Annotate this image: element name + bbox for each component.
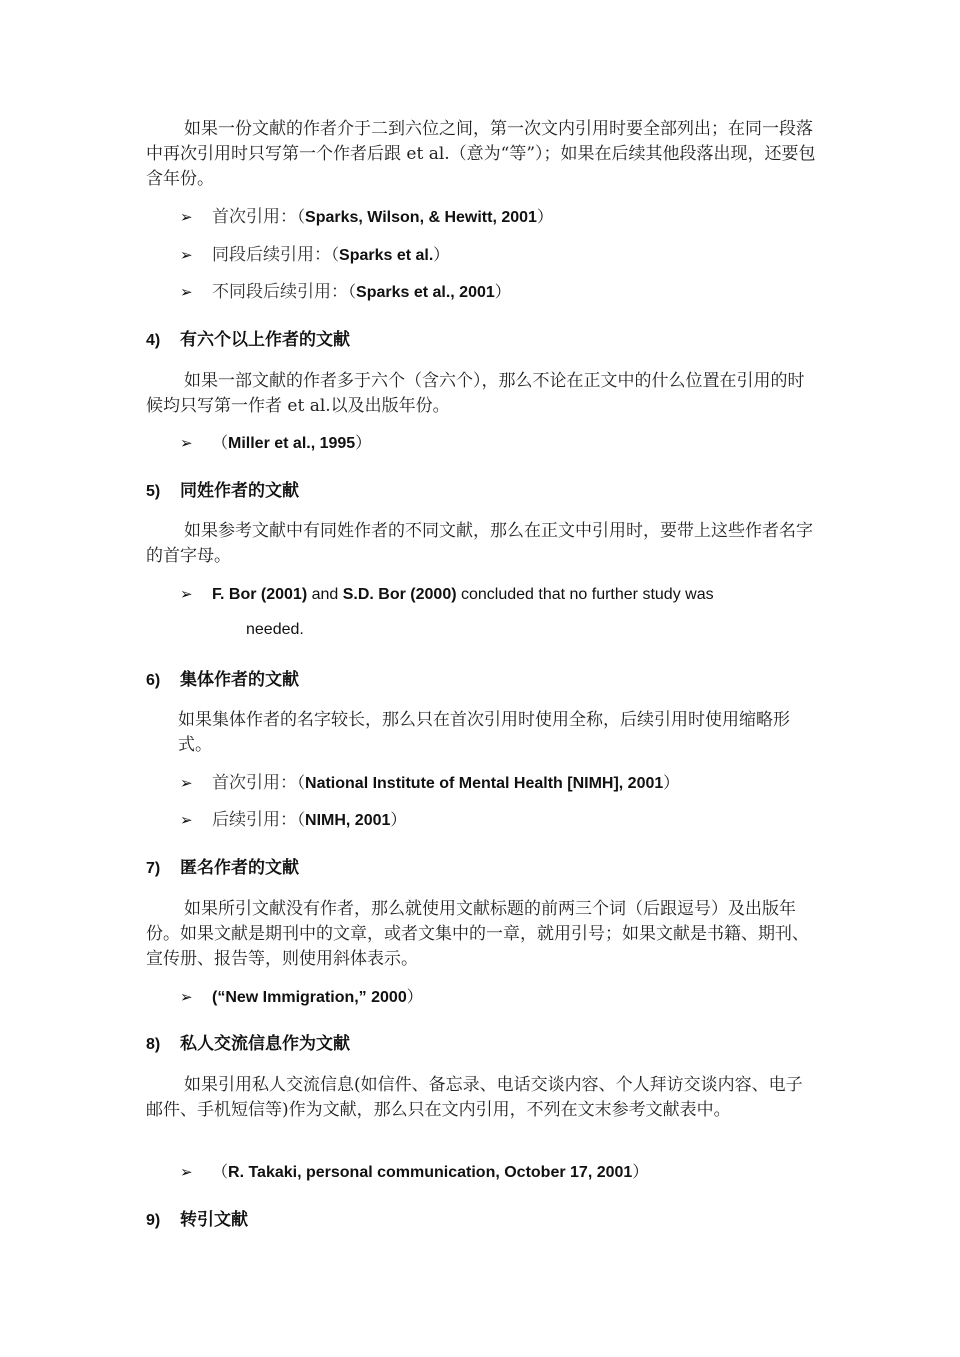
section-7-paragraph: 如果所引文献没有作者，那么就使用文献标题的前两三个词（后跟逗号）及出版年份。如果文献是期刊中的文章，或者文集中的一章，就用引号；如果文献是书籍、期刊、宣传册、报告等，则使用斜体表示。 (146, 899, 809, 969)
section-7-heading: 7) 匿名作者的文献 (146, 858, 299, 878)
arrow-bullet-icon: ➢ (180, 988, 193, 1006)
arrow-bullet-icon: ➢ (180, 1163, 193, 1181)
section-6-bullet-2: ➢ 后续引用：（NIMH, 2001） (180, 810, 407, 830)
section-4-heading: 4) 有六个以上作者的文献 (146, 330, 350, 350)
section-9-heading: 9) 转引文献 (146, 1210, 248, 1230)
intro-bullet-2: ➢ 同段后续引用：（Sparks et al.） (180, 245, 450, 265)
section-5-heading: 5) 同姓作者的文献 (146, 481, 299, 501)
section-8-heading: 8) 私人交流信息作为文献 (146, 1034, 350, 1054)
arrow-bullet-icon: ➢ (180, 283, 193, 301)
section-4-paragraph: 如果一部文献的作者多于六个（含六个），那么不论在正文中的什么位置在引用的时候均只写第一作者 et al.以及出版年份。 (146, 371, 805, 416)
section-5-bullet: ➢ F. Bor (2001) and S.D. Bor (2000) concluded that no further study was (180, 585, 714, 603)
section-5-bullet-continuation: needed. (246, 621, 304, 638)
section-6-heading: 6) 集体作者的文献 (146, 670, 299, 690)
intro-paragraph: 如果一份文献的作者介于二到六位之间，第一次文内引用时要全部列出；在同一段落中再次引用时只写第一个作者后跟 et al.（意为“等”）；如果在后续其他段落出现，还要包含年份。 (146, 119, 816, 189)
intro-bullet-3: ➢ 不同段后续引用：（Sparks et al., 2001） (180, 282, 511, 302)
arrow-bullet-icon: ➢ (180, 585, 193, 603)
intro-bullet-1: ➢ 首次引用：（Sparks, Wilson, & Hewitt, 2001） (180, 207, 553, 227)
arrow-bullet-icon: ➢ (180, 208, 193, 226)
section-5-paragraph: 如果参考文献中有同姓作者的不同文献，那么在正文中引用时，要带上这些作者名字的首字母。 (146, 521, 813, 566)
section-6-bullet-1: ➢ 首次引用：（National Institute of Mental Health [NIMH], 2001） (180, 773, 680, 793)
section-8-bullet: ➢ （R. Takaki, personal communication, October 17, 2001） (180, 1162, 649, 1181)
arrow-bullet-icon: ➢ (180, 434, 193, 452)
section-6-paragraph: 如果集体作者的名字较长，那么只在首次引用时使用全称，后续引用时使用缩略形式。 (178, 710, 790, 755)
arrow-bullet-icon: ➢ (180, 246, 193, 264)
arrow-bullet-icon: ➢ (180, 774, 193, 792)
section-7-bullet: ➢ (“New Immigration,” 2000） (180, 987, 423, 1006)
section-4-bullet: ➢ （Miller et al., 1995） (180, 433, 372, 452)
arrow-bullet-icon: ➢ (180, 811, 193, 829)
section-8-paragraph: 如果引用私人交流信息(如信件、备忘录、电话交谈内容、个人拜访交谈内容、电子邮件、手机短信等)作为文献，那么只在文内引用，不列在文末参考文献表中。 (146, 1075, 803, 1120)
